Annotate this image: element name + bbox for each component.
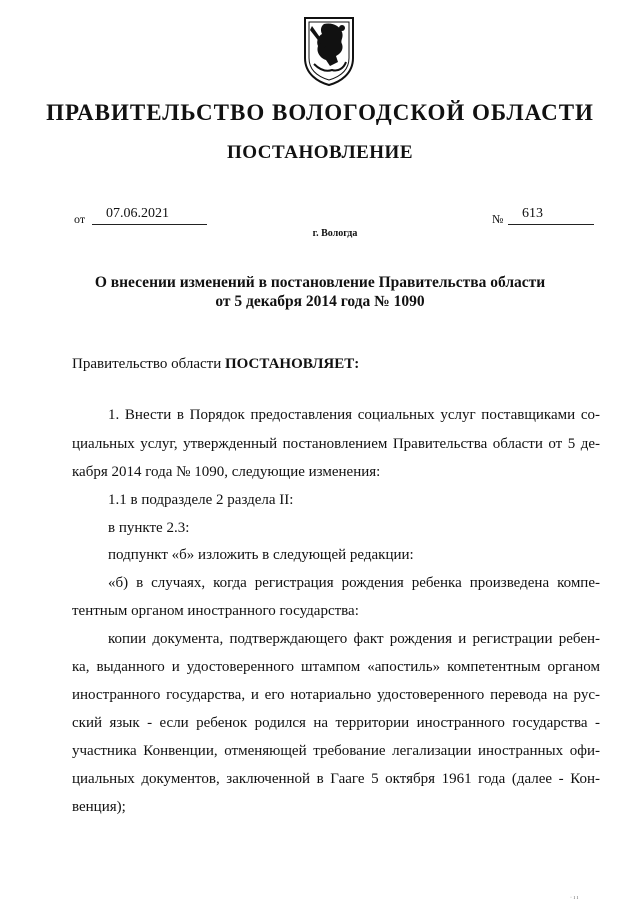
body-line-2: циальных услуг, утвержденный постановлением Правительства области от 5 де- (72, 436, 600, 452)
body-line-12: ский язык - если ребенок родился на территории иностранного государства - (72, 715, 600, 731)
vologda-coat-of-arms-emblem (302, 14, 356, 86)
body-line-6: подпункт «б» изложить в следующей редакции: (108, 547, 414, 563)
intro-decree-word: ПОСТАНОВЛЯЕТ: (224, 356, 360, 372)
number-prefix: № (492, 212, 504, 226)
body-line-15: венция); (72, 799, 126, 815)
date-prefix: от (74, 212, 86, 226)
document-number: 613 (522, 206, 543, 221)
document-type: ПОСТАНОВЛЕНИЕ (226, 142, 414, 163)
intro-paragraph (72, 356, 359, 373)
body-line-5: в пункте 2.3: (108, 520, 190, 536)
body-line-7: «б) в случаях, когда регистрация рождения ребенка произведена компе- (108, 575, 600, 591)
number-field-underline (508, 208, 594, 225)
body-line-9: копии документа, подтверждающего факт рождения и регистрации ребен- (108, 631, 600, 647)
intro-text: Правительство области (72, 356, 225, 372)
body-line-3: кабря 2014 года № 1090, следующие изменения: (72, 464, 381, 480)
body-line-14: циальных документов, заключенной в Гааге 5 октября 1961 года (далее - Кон- (72, 771, 600, 787)
body-line-8: тентным органом иностранного государства: (72, 603, 359, 619)
document-date: 07.06.2021 (106, 206, 169, 221)
body-line-1: 1. Внести в Порядок предоставления социальных услуг поставщиками со- (108, 407, 600, 423)
document-title-line-1: О внесении изменений в постановление Правительства области (94, 274, 546, 291)
page-mark: · ı ı (570, 895, 579, 901)
document-title-line-2: от 5 декабря 2014 года № 1090 (215, 293, 425, 310)
body-line-4: 1.1 в подразделе 2 раздела II: (108, 492, 294, 508)
body-line-13: участника Конвенции, отменяющей требование легализации иностранных офи- (72, 743, 600, 759)
body-line-10: ка, выданного и удостоверенного штампом «апостиль» компетентным органом (72, 659, 600, 675)
city-label: г. Вологда (312, 228, 358, 239)
body-line-11: иностранного государства, и его нотариально удостоверенного перевода на рус- (72, 687, 600, 703)
government-title: ПРАВИТЕЛЬСТВО ВОЛОГОДСКОЙ ОБЛАСТИ (46, 100, 594, 125)
